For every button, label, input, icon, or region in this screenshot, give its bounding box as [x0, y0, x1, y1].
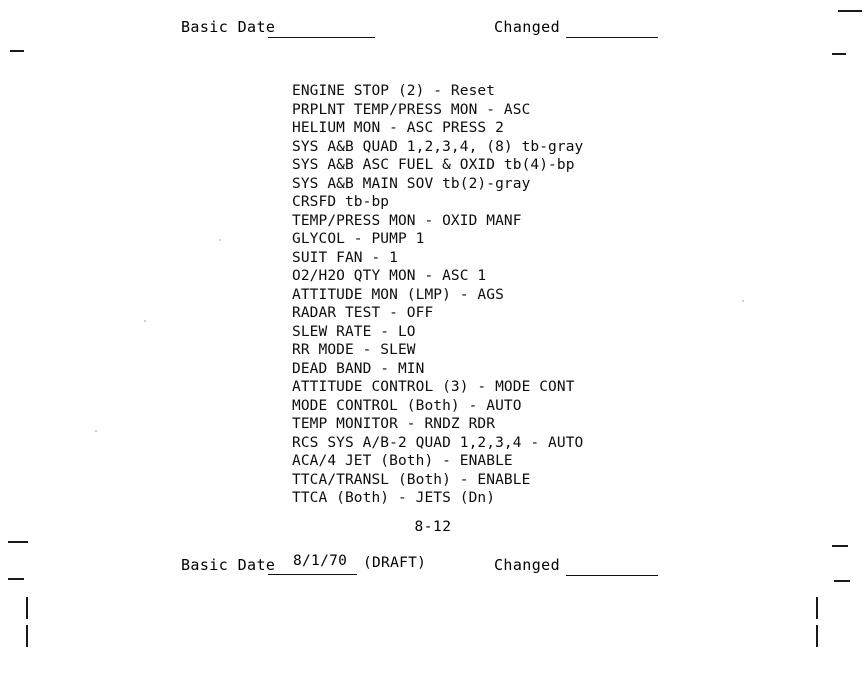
checklist-block	[292, 82, 712, 508]
checklist-line: GLYCOL - PUMP 1	[292, 231, 425, 247]
checklist-line: MODE CONTROL (Both) - AUTO	[292, 397, 522, 414]
checklist-line: CRSFD tb-bp	[292, 194, 390, 210]
footer-draft-note: (DRAFT)	[363, 555, 427, 571]
scan-speck	[219, 239, 221, 241]
checklist-line: SYS A&B MAIN SOV tb(2)-gray	[292, 175, 531, 192]
registration-mark-right-a	[816, 597, 818, 619]
checklist-line: ATTITUDE CONTROL (3) - MODE CONT	[292, 379, 575, 395]
page-footer	[0, 553, 866, 579]
checklist-line: SUIT FAN - 1	[292, 249, 398, 266]
checklist-line: TTCA/TRANSL (Both) - ENABLE	[292, 471, 531, 488]
checklist-line: ENGINE STOP (2) - Reset	[292, 83, 496, 99]
checklist-line: PRPLNT TEMP/PRESS MON - ASC	[292, 101, 531, 118]
checklist-line: RADAR TEST - OFF	[292, 305, 434, 321]
registration-mark-left-b	[26, 625, 28, 647]
checklist-line: TEMP MONITOR - RNDZ RDR	[292, 416, 496, 432]
footer-changed-rule	[566, 575, 658, 576]
page-header	[0, 18, 866, 42]
checklist-line: SYS A&B ASC FUEL & OXID tb(4)-bp	[292, 157, 575, 173]
scan-speck	[95, 430, 97, 432]
header-basic-date-rule	[268, 37, 375, 38]
footer-basic-date-rule	[268, 574, 357, 575]
footer-changed-label: Changed	[494, 556, 561, 574]
registration-mark-right-b	[816, 625, 818, 647]
checklist-line: TEMP/PRESS MON - OXID MANF	[292, 212, 522, 229]
checklist-line: RR MODE - SLEW	[292, 342, 416, 358]
checklist-line: SYS A&B QUAD 1,2,3,4, (8) tb-gray	[292, 138, 584, 155]
header-changed-rule	[566, 37, 658, 38]
scan-speck	[742, 300, 744, 302]
crop-mark-left-upper	[10, 50, 24, 52]
checklist-line: ACA/4 JET (Both) - ENABLE	[292, 453, 513, 469]
footer-basic-date-label: Basic Date	[181, 556, 276, 574]
checklist-line: TTCA (Both) - JETS (Dn)	[292, 490, 496, 506]
checklist-line: SLEW RATE - LO	[292, 323, 416, 340]
header-basic-date-label: Basic Date	[181, 18, 276, 36]
header-changed-label: Changed	[494, 18, 561, 36]
footer-basic-date-value: 8/1/70	[293, 553, 348, 569]
crop-mark-right-bottom	[834, 580, 850, 582]
checklist-line: RCS SYS A/B-2 QUAD 1,2,3,4 - AUTO	[292, 434, 584, 451]
checklist-line: HELIUM MON - ASC PRESS 2	[292, 120, 504, 136]
checklist-line: O2/H2O QTY MON - ASC 1	[292, 268, 487, 284]
registration-mark-left-a	[26, 597, 28, 619]
checklist-line: DEAD BAND - MIN	[292, 360, 425, 377]
crop-mark-right-upper	[832, 53, 846, 55]
scan-speck	[144, 320, 146, 322]
page-number: 8-12	[414, 519, 452, 535]
crop-mark-left-bottom	[8, 578, 24, 580]
crop-mark-top-right	[838, 10, 862, 12]
crop-mark-left-lower	[8, 541, 28, 543]
crop-mark-right-lower	[832, 545, 848, 547]
checklist-line: ATTITUDE MON (LMP) - AGS	[292, 286, 504, 303]
